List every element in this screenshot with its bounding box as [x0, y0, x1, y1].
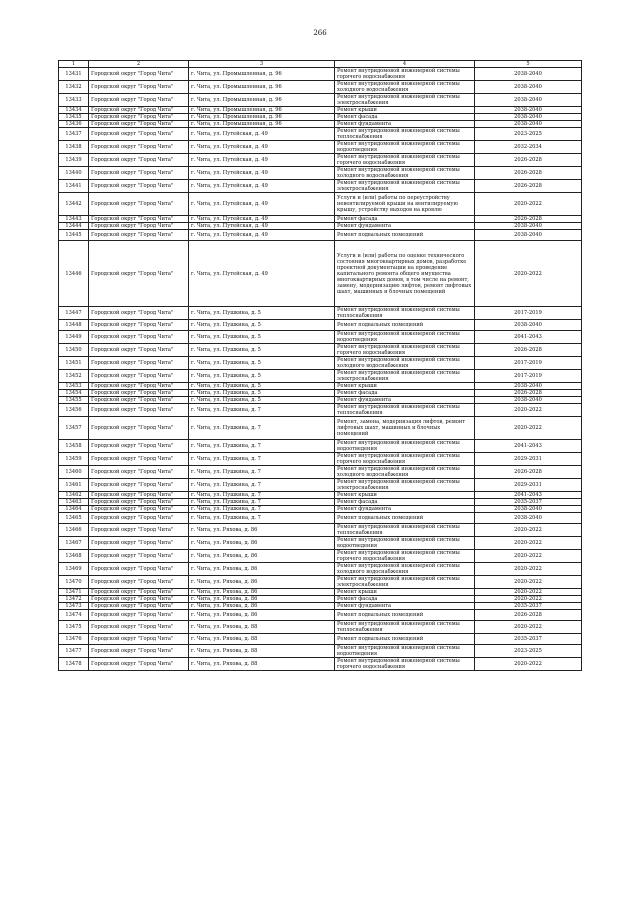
address-cell: г. Чита, ул. Ряхова, д. 86 [189, 537, 335, 550]
municipality-cell: Городской округ "Город Чита" [89, 453, 189, 466]
address-cell: г. Чита, ул. Пушкина, д. 7 [189, 492, 335, 499]
period-cell: 2035-2037 [475, 603, 582, 610]
table-row [59, 621, 582, 634]
row-number-cell: 13470 [59, 576, 89, 589]
address-cell: г. Чита, ул. Путейская, д. 49 [189, 223, 335, 230]
municipality-cell: Городской округ "Город Чита" [89, 440, 189, 453]
address-cell: г. Чита, ул. Ряхова, д. 86 [189, 610, 335, 621]
capital-repair-table [58, 60, 582, 671]
row-number-cell: 13474 [59, 610, 89, 621]
table-row [59, 417, 582, 440]
municipality-cell: Городской округ "Город Чита" [89, 524, 189, 537]
period-cell: 2020-2022 [475, 550, 582, 563]
period-cell: 2038-2040 [475, 223, 582, 230]
work-type-cell: Ремонт внутридомовой инженерной системы теплоснабжения [335, 307, 475, 320]
work-type-cell: Ремонт подвальных помещений [335, 610, 475, 621]
period-cell: 2020-2022 [475, 596, 582, 603]
table-row [59, 404, 582, 417]
address-cell: г. Чита, ул. Пушкина, д. 7 [189, 466, 335, 479]
period-cell: 2020-2022 [475, 621, 582, 634]
municipality-cell: Городской округ "Город Чита" [89, 307, 189, 320]
municipality-cell: Городской округ "Город Чита" [89, 621, 189, 634]
work-type-cell: Ремонт крыши [335, 589, 475, 596]
municipality-cell: Городской округ "Город Чита" [89, 589, 189, 596]
row-number-cell: 13460 [59, 466, 89, 479]
address-cell: г. Чита, ул. Пушкина, д. 7 [189, 440, 335, 453]
address-cell: г. Чита, ул. Ряхова, д. 86 [189, 563, 335, 576]
period-cell: 2041-2043 [475, 331, 582, 344]
row-number-cell: 13446 [59, 241, 89, 307]
work-type-cell: Ремонт внутридомовой инженерной системы электроснабжения [335, 576, 475, 589]
municipality-cell: Городской округ "Город Чита" [89, 383, 189, 390]
row-number-cell: 13449 [59, 331, 89, 344]
table-row [59, 223, 582, 230]
table-row [59, 397, 582, 404]
period-cell: 2026-2028 [475, 167, 582, 180]
period-cell: 2020-2022 [475, 417, 582, 440]
address-cell: г. Чита, ул. Пушкина, д. 7 [189, 417, 335, 440]
work-type-cell: Ремонт крыши [335, 492, 475, 499]
period-cell: 2032-2034 [475, 141, 582, 154]
work-type-cell: Ремонт внутридомовой инженерной системы горячего водоснабжения [335, 154, 475, 167]
address-cell: г. Чита, ул. Ряхова, д. 86 [189, 524, 335, 537]
address-cell: г. Чита, ул. Пушкина, д. 5 [189, 390, 335, 397]
work-type-cell: Ремонт внутридомовой инженерной системы холодного водоснабжения [335, 357, 475, 370]
table-row [59, 479, 582, 492]
municipality-cell: Городской округ "Город Чита" [89, 397, 189, 404]
row-number-cell: 13431 [59, 68, 89, 81]
municipality-cell: Городской округ "Город Чита" [89, 128, 189, 141]
row-number-cell: 13467 [59, 537, 89, 550]
row-number-cell: 13440 [59, 167, 89, 180]
row-number-cell: 13435 [59, 114, 89, 121]
row-number-cell: 13441 [59, 180, 89, 193]
page-number: 266 [313, 29, 327, 37]
row-number-cell: 13457 [59, 417, 89, 440]
address-cell: г. Чита, ул. Путейская, д. 49 [189, 230, 335, 241]
row-number-cell: 13468 [59, 550, 89, 563]
address-cell: г. Чита, ул. Ряхова, д. 86 [189, 576, 335, 589]
municipality-cell: Городской округ "Город Чита" [89, 563, 189, 576]
table-row [59, 383, 582, 390]
period-cell: 2020-2022 [475, 537, 582, 550]
address-cell: г. Чита, ул. Путейская, д. 49 [189, 216, 335, 223]
header-cell: 4 [335, 61, 475, 68]
work-type-cell: Ремонт фундамента [335, 506, 475, 513]
address-cell: г. Чита, ул. Путейская, д. 49 [189, 180, 335, 193]
municipality-cell: Городской округ "Город Чита" [89, 499, 189, 506]
table-row [59, 440, 582, 453]
work-type-cell: Ремонт подвальных помещений [335, 320, 475, 331]
municipality-cell: Городской округ "Город Чита" [89, 603, 189, 610]
table-row [59, 216, 582, 223]
address-cell: г. Чита, ул. Ряхова, д. 86 [189, 596, 335, 603]
period-cell: 2026-2028 [475, 344, 582, 357]
work-type-cell: Ремонт крыши [335, 383, 475, 390]
municipality-cell: Городской округ "Город Чита" [89, 357, 189, 370]
work-type-cell: Ремонт внутридомовой инженерной системы водоотведения [335, 440, 475, 453]
work-type-cell: Ремонт фундамента [335, 397, 475, 404]
municipality-cell: Городской округ "Город Чита" [89, 114, 189, 121]
table-row [59, 513, 582, 524]
municipality-cell: Городской округ "Город Чита" [89, 537, 189, 550]
table-row [59, 537, 582, 550]
municipality-cell: Городской округ "Город Чита" [89, 610, 189, 621]
row-number-cell: 13478 [59, 658, 89, 671]
row-number-cell: 13452 [59, 370, 89, 383]
work-type-cell: Ремонт фасада [335, 596, 475, 603]
address-cell: г. Чита, ул. Пушкина, д. 5 [189, 357, 335, 370]
row-number-cell: 13450 [59, 344, 89, 357]
work-type-cell: Ремонт крыши [335, 107, 475, 114]
header-cell: 5 [475, 61, 582, 68]
municipality-cell: Городской округ "Город Чита" [89, 107, 189, 114]
table-row [59, 180, 582, 193]
work-type-cell: Ремонт фундамента [335, 603, 475, 610]
period-cell: 2026-2028 [475, 216, 582, 223]
period-cell: 2038-2040 [475, 81, 582, 94]
period-cell: 2038-2040 [475, 68, 582, 81]
address-cell: г. Чита, ул. Промышленная, д. 96 [189, 107, 335, 114]
row-number-cell: 13456 [59, 404, 89, 417]
municipality-cell: Городской округ "Город Чита" [89, 154, 189, 167]
period-cell: 2020-2022 [475, 241, 582, 307]
municipality-cell: Городской округ "Город Чита" [89, 370, 189, 383]
work-type-cell: Ремонт внутридомовой инженерной системы холодного водоснабжения [335, 81, 475, 94]
period-cell: 2041-2043 [475, 492, 582, 499]
period-cell: 2020-2022 [475, 563, 582, 576]
address-cell: г. Чита, ул. Ряхова, д. 88 [189, 658, 335, 671]
period-cell: 2038-2040 [475, 383, 582, 390]
table-row [59, 634, 582, 645]
address-cell: г. Чита, ул. Пушкина, д. 7 [189, 506, 335, 513]
address-cell: г. Чита, ул. Ряхова, д. 88 [189, 645, 335, 658]
period-cell: 2023-2025 [475, 645, 582, 658]
address-cell: г. Чита, ул. Ряхова, д. 86 [189, 550, 335, 563]
period-cell: 2020-2022 [475, 658, 582, 671]
period-cell: 2023-2025 [475, 128, 582, 141]
address-cell: г. Чита, ул. Пушкина, д. 5 [189, 307, 335, 320]
municipality-cell: Городской округ "Город Чита" [89, 466, 189, 479]
municipality-cell: Городской округ "Город Чита" [89, 94, 189, 107]
address-cell: г. Чита, ул. Ряхова, д. 88 [189, 621, 335, 634]
period-cell: 2038-2040 [475, 114, 582, 121]
address-cell: г. Чита, ул. Путейская, д. 49 [189, 193, 335, 216]
period-cell: 2026-2028 [475, 466, 582, 479]
period-cell: 2038-2040 [475, 107, 582, 114]
work-type-cell: Ремонт внутридомовой инженерной системы электроснабжения [335, 479, 475, 492]
header-cell: 2 [89, 61, 189, 68]
table-header [59, 61, 582, 68]
header-row [59, 61, 582, 68]
address-cell: г. Чита, ул. Пушкина, д. 7 [189, 404, 335, 417]
work-type-cell: Услуги и (или) работы по оценке технического состояния многоквартирных домов, разработке проектной документации на проведение капитального ремонта общего имущества многоквартирных домов, в том числе на ремонт, замену, модернизацию лифтов, ремонт лифтовых шахт, машинных и блочных помещений [335, 241, 475, 307]
municipality-cell: Городской округ "Город Чита" [89, 331, 189, 344]
municipality-cell: Городской округ "Город Чита" [89, 417, 189, 440]
address-cell: г. Чита, ул. Пушкина, д. 7 [189, 479, 335, 492]
table-body [59, 68, 582, 671]
row-number-cell: 13447 [59, 307, 89, 320]
work-type-cell: Ремонт внутридомовой инженерной системы горячего водоснабжения [335, 453, 475, 466]
row-number-cell: 13466 [59, 524, 89, 537]
row-number-cell: 13459 [59, 453, 89, 466]
address-cell: г. Чита, ул. Пушкина, д. 5 [189, 344, 335, 357]
municipality-cell: Городской округ "Город Чита" [89, 141, 189, 154]
municipality-cell: Городской округ "Город Чита" [89, 492, 189, 499]
row-number-cell: 13451 [59, 357, 89, 370]
table-row [59, 167, 582, 180]
period-cell: 2020-2022 [475, 193, 582, 216]
row-number-cell: 13477 [59, 645, 89, 658]
work-type-cell: Ремонт внутридомовой инженерной системы водоотведения [335, 141, 475, 154]
table-row [59, 492, 582, 499]
work-type-cell: Ремонт внутридомовой инженерной системы горячего водоснабжения [335, 550, 475, 563]
header-cell: 3 [189, 61, 335, 68]
table-row [59, 154, 582, 167]
period-cell: 2017-2019 [475, 357, 582, 370]
row-number-cell: 13472 [59, 596, 89, 603]
address-cell: г. Чита, ул. Промышленная, д. 96 [189, 81, 335, 94]
work-type-cell: Ремонт внутридомовой инженерной системы водоотведения [335, 537, 475, 550]
municipality-cell: Городской округ "Город Чита" [89, 596, 189, 603]
address-cell: г. Чита, ул. Пушкина, д. 5 [189, 397, 335, 404]
row-number-cell: 13437 [59, 128, 89, 141]
row-number-cell: 13469 [59, 563, 89, 576]
work-type-cell: Ремонт внутридомовой инженерной системы теплоснабжения [335, 621, 475, 634]
address-cell: г. Чита, ул. Пушкина, д. 5 [189, 320, 335, 331]
address-cell: г. Чита, ул. Путейская, д. 49 [189, 128, 335, 141]
row-number-cell: 13439 [59, 154, 89, 167]
table-row [59, 114, 582, 121]
table-row [59, 589, 582, 596]
table-row [59, 357, 582, 370]
address-cell: г. Чита, ул. Пушкина, д. 7 [189, 513, 335, 524]
address-cell: г. Чита, ул. Ряхова, д. 86 [189, 589, 335, 596]
period-cell: 2029-2031 [475, 479, 582, 492]
address-cell: г. Чита, ул. Путейская, д. 49 [189, 154, 335, 167]
table-row [59, 68, 582, 81]
row-number-cell: 13476 [59, 634, 89, 645]
address-cell: г. Чита, ул. Промышленная, д. 96 [189, 68, 335, 81]
table-row [59, 576, 582, 589]
period-cell: 2020-2022 [475, 576, 582, 589]
work-type-cell: Ремонт внутридомовой инженерной системы горячего водоснабжения [335, 658, 475, 671]
address-cell: г. Чита, ул. Путейская, д. 49 [189, 167, 335, 180]
table-row [59, 193, 582, 216]
work-type-cell: Ремонт фундамента [335, 121, 475, 128]
work-type-cell: Ремонт фундамента [335, 223, 475, 230]
period-cell: 2029-2031 [475, 453, 582, 466]
work-type-cell: Ремонт фасада [335, 499, 475, 506]
table-row [59, 320, 582, 331]
address-cell: г. Чита, ул. Пушкина, д. 5 [189, 383, 335, 390]
municipality-cell: Городской округ "Город Чита" [89, 634, 189, 645]
period-cell: 2038-2040 [475, 121, 582, 128]
address-cell: г. Чита, ул. Пушкина, д. 7 [189, 499, 335, 506]
period-cell: 2017-2019 [475, 307, 582, 320]
row-number-cell: 13458 [59, 440, 89, 453]
municipality-cell: Городской округ "Город Чита" [89, 230, 189, 241]
table-row [59, 390, 582, 397]
municipality-cell: Городской округ "Город Чита" [89, 550, 189, 563]
municipality-cell: Городской округ "Город Чита" [89, 180, 189, 193]
table-row [59, 107, 582, 114]
table-row [59, 499, 582, 506]
row-number-cell: 13475 [59, 621, 89, 634]
period-cell: 2035-2037 [475, 499, 582, 506]
period-cell: 2020-2022 [475, 404, 582, 417]
table-row [59, 466, 582, 479]
period-cell: 2038-2040 [475, 506, 582, 513]
municipality-cell: Городской округ "Город Чита" [89, 167, 189, 180]
row-number-cell: 13462 [59, 492, 89, 499]
table-row [59, 596, 582, 603]
work-type-cell: Ремонт внутридомовой инженерной системы холодного водоснабжения [335, 167, 475, 180]
period-cell: 2020-2022 [475, 589, 582, 596]
address-cell: г. Чита, ул. Пушкина, д. 7 [189, 453, 335, 466]
period-cell: 2026-2028 [475, 180, 582, 193]
row-number-cell: 13443 [59, 216, 89, 223]
period-cell: 2026-2028 [475, 610, 582, 621]
work-type-cell: Ремонт внутридомовой инженерной системы горячего водоснабжения [335, 68, 475, 81]
work-type-cell: Ремонт, замена, модернизация лифтов, ремонт лифтовых шахт, машинных и блочных помещений [335, 417, 475, 440]
municipality-cell: Городской округ "Город Чита" [89, 320, 189, 331]
table-row [59, 610, 582, 621]
period-cell: 2026-2028 [475, 154, 582, 167]
table-row [59, 81, 582, 94]
municipality-cell: Городской округ "Город Чита" [89, 193, 189, 216]
municipality-cell: Городской округ "Город Чита" [89, 658, 189, 671]
table-row [59, 141, 582, 154]
table-row [59, 344, 582, 357]
address-cell: г. Чита, ул. Путейская, д. 49 [189, 241, 335, 307]
header-cell: 1 [59, 61, 89, 68]
table-row [59, 563, 582, 576]
row-number-cell: 13473 [59, 603, 89, 610]
work-type-cell: Ремонт внутридомовой инженерной системы холодного водоснабжения [335, 563, 475, 576]
table-row [59, 121, 582, 128]
period-cell: 2041-2043 [475, 440, 582, 453]
row-number-cell: 13453 [59, 383, 89, 390]
period-cell: 2038-2040 [475, 513, 582, 524]
address-cell: г. Чита, ул. Промышленная, д. 96 [189, 94, 335, 107]
address-cell: г. Чита, ул. Пушкина, д. 5 [189, 370, 335, 383]
table-row [59, 506, 582, 513]
row-number-cell: 13438 [59, 141, 89, 154]
table-row [59, 94, 582, 107]
municipality-cell: Городской округ "Город Чита" [89, 121, 189, 128]
municipality-cell: Городской округ "Город Чита" [89, 479, 189, 492]
municipality-cell: Городской округ "Город Чита" [89, 513, 189, 524]
table-row [59, 230, 582, 241]
period-cell: 2020-2022 [475, 524, 582, 537]
period-cell: 2017-2019 [475, 370, 582, 383]
municipality-cell: Городской округ "Город Чита" [89, 344, 189, 357]
work-type-cell: Ремонт внутридомовой инженерной системы теплоснабжения [335, 524, 475, 537]
table-row [59, 550, 582, 563]
municipality-cell: Городской округ "Город Чита" [89, 404, 189, 417]
address-cell: г. Чита, ул. Пушкина, д. 5 [189, 331, 335, 344]
row-number-cell: 13465 [59, 513, 89, 524]
municipality-cell: Городской округ "Город Чита" [89, 390, 189, 397]
work-type-cell: Ремонт внутридомовой инженерной системы холодного водоснабжения [335, 466, 475, 479]
table-row [59, 453, 582, 466]
municipality-cell: Городской округ "Город Чита" [89, 576, 189, 589]
row-number-cell: 13433 [59, 94, 89, 107]
municipality-cell: Городской округ "Город Чита" [89, 68, 189, 81]
period-cell: 2026-2028 [475, 390, 582, 397]
municipality-cell: Городской округ "Город Чита" [89, 241, 189, 307]
municipality-cell: Городской округ "Город Чита" [89, 506, 189, 513]
table-row [59, 645, 582, 658]
municipality-cell: Городской округ "Город Чита" [89, 645, 189, 658]
row-number-cell: 13448 [59, 320, 89, 331]
period-cell: 2038-2040 [475, 94, 582, 107]
row-number-cell: 13444 [59, 223, 89, 230]
row-number-cell: 13454 [59, 390, 89, 397]
work-type-cell: Ремонт подвальных помещений [335, 230, 475, 241]
table-row [59, 603, 582, 610]
work-type-cell: Ремонт подвальных помещений [335, 634, 475, 645]
row-number-cell: 13434 [59, 107, 89, 114]
table-row [59, 128, 582, 141]
row-number-cell: 13455 [59, 397, 89, 404]
work-type-cell: Ремонт внутридомовой инженерной системы водоотведения [335, 331, 475, 344]
address-cell: г. Чита, ул. Ряхова, д. 86 [189, 603, 335, 610]
work-type-cell: Ремонт внутридомовой инженерной системы водоотведения [335, 645, 475, 658]
row-number-cell: 13463 [59, 499, 89, 506]
municipality-cell: Городской округ "Город Чита" [89, 81, 189, 94]
work-type-cell: Ремонт внутридомовой инженерной системы теплоснабжения [335, 128, 475, 141]
work-type-cell: Ремонт фасада [335, 390, 475, 397]
address-cell: г. Чита, ул. Промышленная, д. 96 [189, 114, 335, 121]
address-cell: г. Чита, ул. Промышленная, д. 96 [189, 121, 335, 128]
address-cell: г. Чита, ул. Путейская, д. 49 [189, 141, 335, 154]
row-number-cell: 13464 [59, 506, 89, 513]
work-type-cell: Ремонт подвальных помещений [335, 513, 475, 524]
municipality-cell: Городской округ "Город Чита" [89, 216, 189, 223]
work-type-cell: Ремонт внутридомовой инженерной системы электроснабжения [335, 370, 475, 383]
row-number-cell: 13436 [59, 121, 89, 128]
row-number-cell: 13471 [59, 589, 89, 596]
work-type-cell: Ремонт внутридомовой инженерной системы электроснабжения [335, 94, 475, 107]
address-cell: г. Чита, ул. Ряхова, д. 88 [189, 634, 335, 645]
table-row [59, 370, 582, 383]
municipality-cell: Городской округ "Город Чита" [89, 223, 189, 230]
work-type-cell: Ремонт фасада [335, 216, 475, 223]
table-row [59, 331, 582, 344]
period-cell: 2038-2040 [475, 230, 582, 241]
row-number-cell: 13442 [59, 193, 89, 216]
work-type-cell: Ремонт фасада [335, 114, 475, 121]
period-cell: 2038-2040 [475, 397, 582, 404]
table-row [59, 241, 582, 307]
period-cell: 2035-2037 [475, 634, 582, 645]
work-type-cell: Ремонт внутридомовой инженерной системы теплоснабжения [335, 404, 475, 417]
row-number-cell: 13432 [59, 81, 89, 94]
work-type-cell: Ремонт внутридомовой инженерной системы горячего водоснабжения [335, 344, 475, 357]
work-type-cell: Ремонт внутридомовой инженерной системы электроснабжения [335, 180, 475, 193]
table-row [59, 307, 582, 320]
row-number-cell: 13461 [59, 479, 89, 492]
work-type-cell: Услуги и (или) работы по переустройству невентилируемой крыши на вентилируемую крышу, устройству выходов на кровлю [335, 193, 475, 216]
table-row [59, 658, 582, 671]
period-cell: 2038-2040 [475, 320, 582, 331]
row-number-cell: 13445 [59, 230, 89, 241]
table-row [59, 524, 582, 537]
